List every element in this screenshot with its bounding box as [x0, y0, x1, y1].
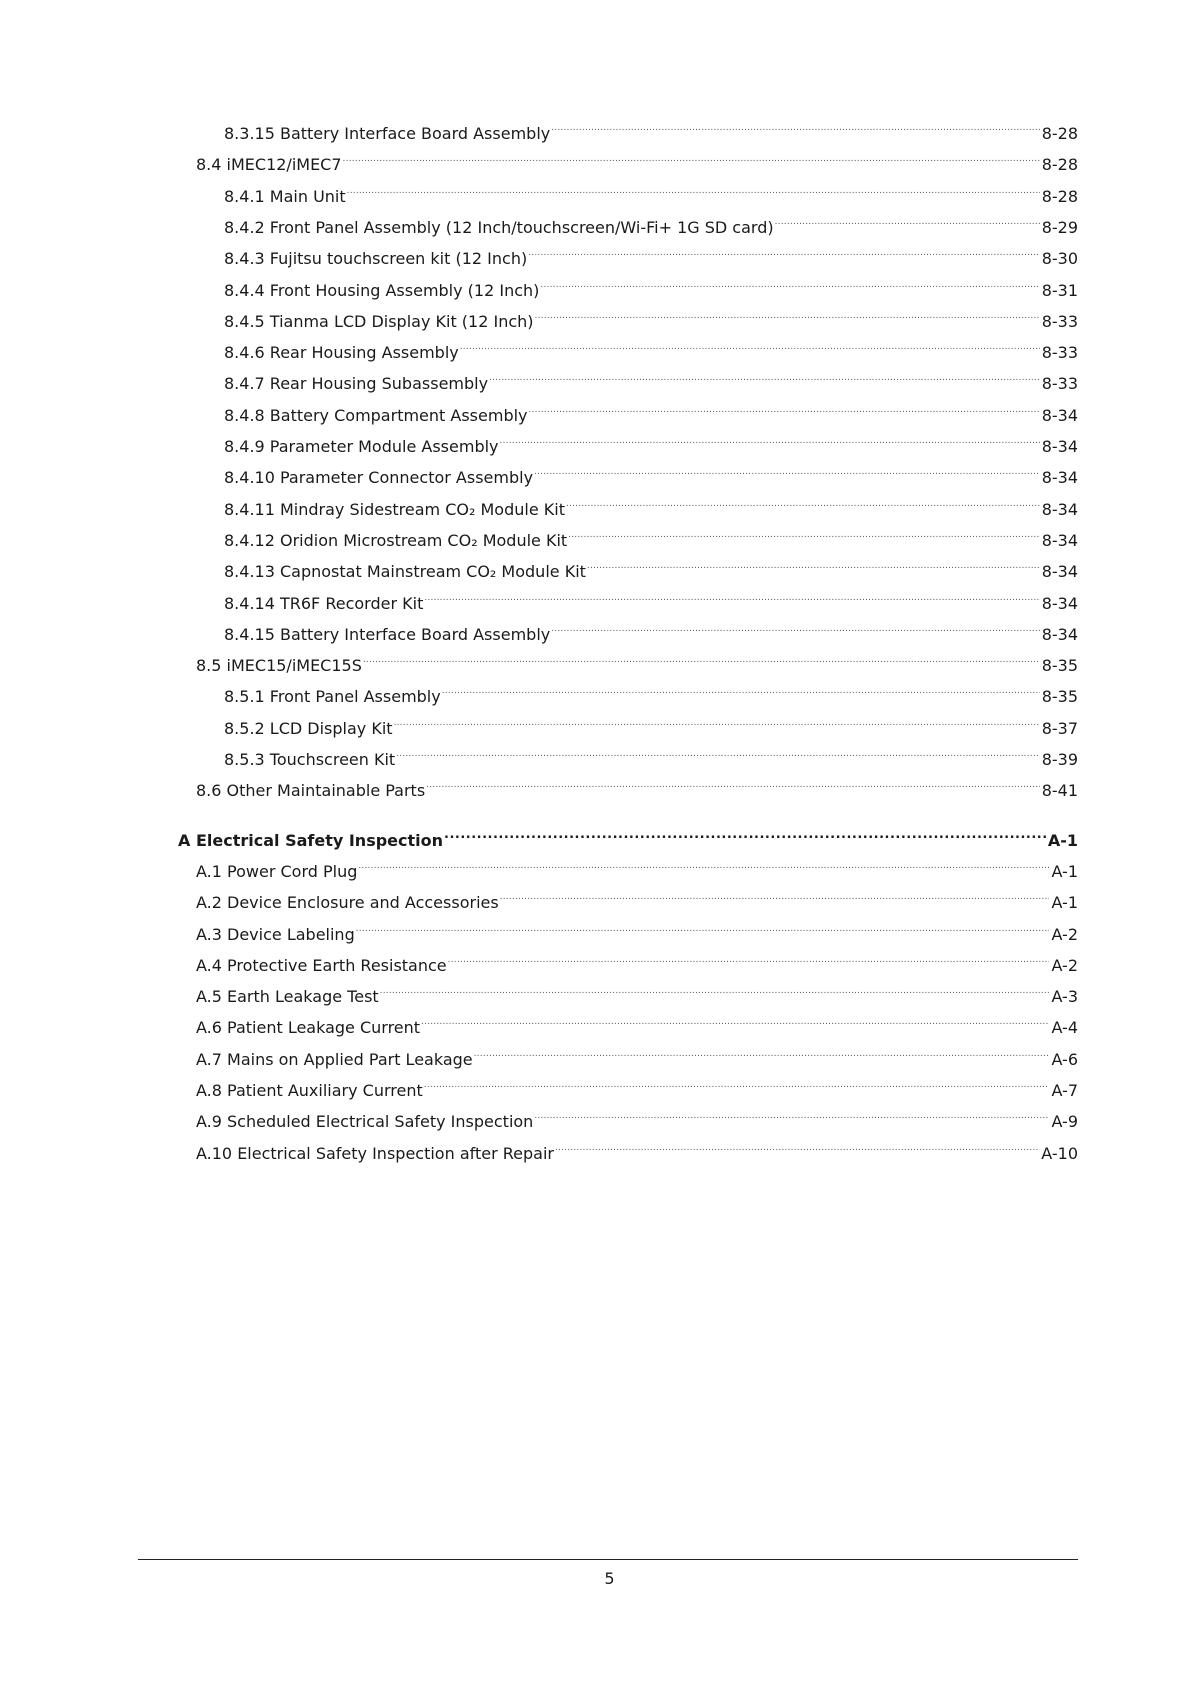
toc-entry[interactable]: [0, 430, 1078, 456]
toc-entry[interactable]: [0, 367, 1078, 394]
toc-entry-title: 8.5 iMEC15/iMEC15S: [196, 656, 362, 676]
toc-entry[interactable]: [0, 774, 1078, 801]
dot-leader: [535, 305, 1040, 327]
toc-entry[interactable]: [0, 148, 1078, 175]
dot-leader: [347, 180, 1040, 202]
toc-entry-title: 8.4.3 Fujitsu touchscreen kit (12 Inch): [224, 249, 528, 269]
toc-entry-title: 8.4.14 TR6F Recorder Kit: [224, 593, 424, 613]
dot-leader: [426, 774, 1040, 796]
toc-entry-title: A.6 Patient Leakage Current: [196, 1018, 421, 1038]
toc-entry-page: A-1: [1051, 893, 1078, 913]
toc-entry[interactable]: [0, 1105, 1078, 1132]
toc-entry[interactable]: [0, 180, 1078, 206]
dot-leader: [551, 618, 1039, 640]
toc-entry-title: A.2 Device Enclosure and Accessories: [196, 893, 499, 913]
toc-entry-title: 8.4.9 Parameter Module Assembly: [224, 437, 499, 456]
toc-entry-page: 8-34: [1041, 499, 1078, 519]
toc-entry-page: 8-34: [1041, 437, 1078, 456]
toc-entry[interactable]: [0, 886, 1078, 913]
toc-entry-page: A-2: [1051, 924, 1078, 944]
dot-leader: [448, 949, 1050, 971]
dot-leader: [358, 855, 1049, 877]
toc-entry[interactable]: [0, 399, 1078, 425]
dot-leader: [343, 148, 1040, 170]
dot-leader: [444, 824, 1046, 846]
toc-entry[interactable]: [0, 949, 1078, 975]
toc-entry-title: 8.3.15 Battery Interface Board Assembly: [224, 124, 551, 143]
toc-entry[interactable]: [0, 1043, 1078, 1069]
toc-entry-page: 8-34: [1041, 562, 1078, 582]
toc-entry-title: 8.4.5 Tianma LCD Display Kit (12 Inch): [224, 311, 534, 331]
toc-entry-title: A.1 Power Cord Plug: [196, 861, 358, 881]
toc-entry[interactable]: [0, 305, 1078, 331]
toc-entry-page: 8-34: [1041, 530, 1078, 550]
toc-entry-title: A Electrical Safety Inspection: [178, 830, 444, 850]
dot-leader: [775, 211, 1040, 233]
toc-entry[interactable]: [0, 555, 1078, 582]
toc-entry-page: 8-30: [1041, 249, 1078, 269]
dot-leader: [356, 918, 1050, 940]
toc-entry-page: 8-34: [1041, 593, 1078, 613]
toc-entry-page: A-6: [1051, 1049, 1078, 1069]
dot-leader: [528, 242, 1039, 264]
toc-entry-page: 8-41: [1041, 781, 1078, 801]
toc-entry[interactable]: [0, 618, 1078, 644]
toc-entry-page: A-4: [1051, 1018, 1078, 1038]
toc-entry-page: 8-28: [1041, 155, 1078, 175]
toc-entry-title: 8.5.2 LCD Display Kit: [224, 718, 393, 738]
toc-entry-page: A-9: [1051, 1112, 1078, 1132]
toc-entry-page: 8-37: [1041, 718, 1078, 738]
footer-rule: [138, 1559, 1078, 1560]
page-number: 5: [604, 1569, 615, 1588]
toc-entry-page: A-3: [1051, 987, 1078, 1007]
toc-entry-page: 8-35: [1041, 687, 1078, 707]
toc-entry-page: A-10: [1041, 1143, 1078, 1163]
dot-leader: [421, 1011, 1049, 1033]
dot-leader: [394, 712, 1040, 734]
dot-leader: [474, 1043, 1050, 1065]
toc-entry[interactable]: [0, 1011, 1078, 1038]
toc-entry[interactable]: [0, 461, 1078, 488]
dot-leader: [363, 649, 1040, 671]
toc-entry-page: 8-33: [1041, 311, 1078, 331]
dot-leader: [424, 587, 1039, 609]
toc-entry-title: 8.4.12 Oridion Microstream CO₂ Module Kit: [224, 530, 568, 550]
toc-entry-title: A.5 Earth Leakage Test: [196, 987, 379, 1007]
toc-entry-page: A-1: [1047, 830, 1078, 850]
dot-leader: [500, 430, 1040, 452]
toc-entry-title: 8.4.8 Battery Compartment Assembly: [224, 405, 528, 425]
dot-leader: [380, 980, 1050, 1002]
toc-entry-page: 8-29: [1041, 217, 1078, 237]
toc-entry[interactable]: [0, 980, 1078, 1007]
toc-entry-title: A.9 Scheduled Electrical Safety Inspection: [196, 1112, 534, 1132]
toc-entry[interactable]: [0, 524, 1078, 550]
toc-entry-title: 8.6 Other Maintainable Parts: [196, 781, 426, 801]
dot-leader: [500, 886, 1050, 908]
toc-entry-title: 8.4.13 Capnostat Mainstream CO₂ Module Kit: [224, 562, 586, 582]
toc-entry[interactable]: [0, 336, 1078, 363]
toc-entry[interactable]: [0, 274, 1078, 300]
toc-entry[interactable]: [0, 1074, 1078, 1100]
dot-leader: [566, 493, 1040, 515]
toc-entry-page: 8-28: [1041, 124, 1078, 143]
toc-entry-title: 8.4.15 Battery Interface Board Assembly: [224, 624, 551, 644]
toc-entry-title: A.8 Patient Auxiliary Current: [196, 1081, 423, 1100]
toc-entry-title: 8.4.4 Front Housing Assembly (12 Inch): [224, 280, 540, 300]
toc-entry[interactable]: [0, 649, 1078, 676]
toc-entry-title: A.10 Electrical Safety Inspection after Repair: [196, 1143, 554, 1163]
toc-entry-title: 8.4.2 Front Panel Assembly (12 Inch/touchscreen/Wi-Fi+ 1G SD card): [224, 217, 774, 237]
toc-entry-page: 8-34: [1041, 405, 1078, 425]
toc-entry-page: A-2: [1051, 955, 1078, 975]
dot-leader: [442, 680, 1040, 702]
toc-entry-title: 8.4.1 Main Unit: [224, 186, 346, 206]
toc-entry[interactable]: [0, 242, 1078, 269]
dot-leader: [587, 555, 1040, 577]
toc-entry-page: 8-39: [1041, 750, 1078, 769]
toc-entry[interactable]: [0, 587, 1078, 613]
toc-entry[interactable]: [0, 493, 1078, 519]
dot-leader: [424, 1074, 1050, 1096]
toc-entry-page: 8-28: [1041, 186, 1078, 206]
toc-entry-title: A.7 Mains on Applied Part Leakage: [196, 1049, 473, 1069]
toc-entry[interactable]: [0, 743, 1078, 769]
dot-leader: [555, 1137, 1039, 1159]
toc-entry[interactable]: [0, 117, 1078, 143]
toc-entry-page: 8-33: [1041, 374, 1078, 394]
toc-entry-page: 8-31: [1041, 280, 1078, 300]
toc-entry[interactable]: [0, 918, 1078, 944]
toc-entry-page: A-7: [1051, 1081, 1078, 1100]
dot-leader: [540, 274, 1039, 296]
toc-entry-title: 8.4.11 Mindray Sidestream CO₂ Module Kit: [224, 499, 565, 519]
toc-entry-title: A.4 Protective Earth Resistance: [196, 955, 447, 975]
dot-leader: [551, 117, 1039, 139]
toc-entry-page: 8-34: [1041, 468, 1078, 488]
toc-entry-title: 8.4.6 Rear Housing Assembly: [224, 343, 459, 363]
dot-leader: [396, 743, 1039, 765]
toc-chapter-entry[interactable]: [0, 824, 1078, 850]
dot-leader: [489, 367, 1040, 389]
toc-entry[interactable]: [0, 680, 1078, 707]
toc-entry-page: 8-34: [1041, 624, 1078, 644]
toc-entry-title: 8.4 iMEC12/iMEC7: [196, 155, 342, 175]
dot-leader: [534, 461, 1040, 483]
toc-entry-title: 8.4.10 Parameter Connector Assembly: [224, 468, 534, 488]
dot-leader: [529, 399, 1040, 421]
toc-entry-title: A.3 Device Labeling: [196, 924, 355, 944]
toc-entry-page: 8-35: [1041, 656, 1078, 676]
toc-entry-title: 8.4.7 Rear Housing Subassembly: [224, 374, 489, 394]
toc-entry-title: 8.5.1 Front Panel Assembly: [224, 687, 441, 707]
toc-entry-page: 8-33: [1041, 343, 1078, 363]
toc-entry-title: 8.5.3 Touchscreen Kit: [224, 750, 396, 769]
toc-entry-page: A-1: [1051, 861, 1078, 881]
toc-entry[interactable]: [0, 211, 1078, 237]
toc-entry[interactable]: [0, 855, 1078, 881]
dot-leader: [534, 1105, 1049, 1127]
dot-leader: [460, 336, 1040, 358]
toc-entry[interactable]: [0, 712, 1078, 738]
toc-entry[interactable]: [0, 1137, 1078, 1163]
dot-leader: [568, 524, 1040, 546]
